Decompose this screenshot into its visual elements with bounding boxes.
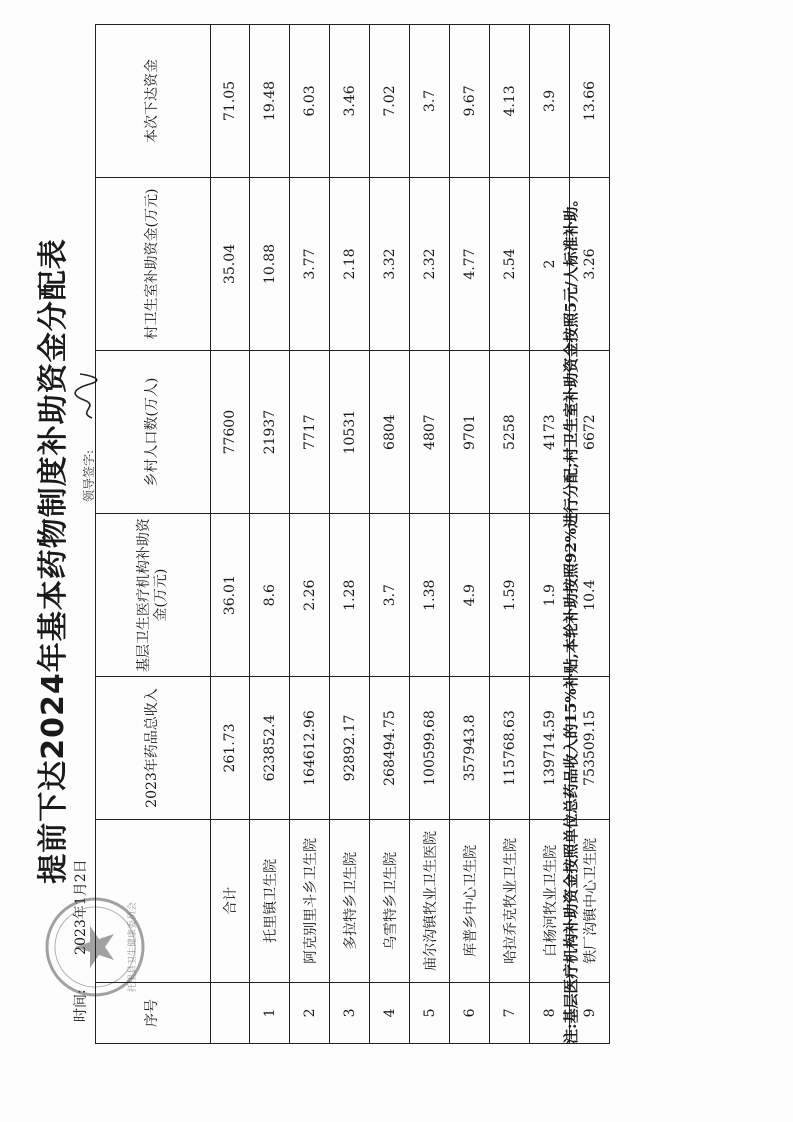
table-cell: 多拉特乡卫生院 (330, 819, 370, 982)
footnote: 注:基层医疗机构补助资金按照单位总药品收入的15%补贴,本轮补助按照92%进行分配;村卫生室补助资金按照5元/人标准补助。 (562, 191, 580, 1044)
table-row (410, 25, 450, 1044)
table-header-cell: 本次下达资金 (96, 25, 211, 178)
table-cell: 10.4 (570, 514, 610, 677)
table-row (290, 25, 330, 1044)
table-cell: 4.9 (450, 514, 490, 677)
table-cell: 3.7 (370, 514, 410, 677)
table-cell: 7.02 (370, 25, 410, 178)
table-header-cell: 基层卫生医疗机构补助资金(万元) (96, 514, 211, 677)
table-cell: 铁厂沟镇中心卫生院 (570, 819, 610, 982)
table-cell: 10.88 (250, 177, 290, 350)
table-cell: 3.32 (370, 177, 410, 350)
table-cell: 77600 (211, 351, 250, 514)
table-cell: 4.77 (450, 177, 490, 350)
table-cell: 9 (570, 982, 610, 1043)
table-cell: 8.6 (250, 514, 290, 677)
table-cell: 21937 (250, 351, 290, 514)
table-cell: 乌雪特乡卫生院 (370, 819, 410, 982)
table-cell: 库普乡中心卫生院 (450, 819, 490, 982)
table-cell: 623852.4 (250, 677, 290, 820)
table-cell: 6 (450, 982, 490, 1043)
table-cell: 3.77 (290, 177, 330, 350)
table-cell: 1.28 (330, 514, 370, 677)
table-cell: 9.67 (450, 25, 490, 178)
table-cell: 4.13 (490, 25, 530, 178)
table-row (330, 25, 370, 1044)
table-header-cell (96, 819, 211, 982)
table-cell: 8 (530, 982, 570, 1043)
table-cell: 164612.96 (290, 677, 330, 820)
table-header-cell: 乡村人口数(万人) (96, 351, 211, 514)
table-cell: 13.66 (570, 25, 610, 178)
table-cell: 9701 (450, 351, 490, 514)
table-header-cell: 村卫生室补助资金(万元) (96, 177, 211, 350)
table-cell: 4807 (410, 351, 450, 514)
table-cell: 4 (370, 982, 410, 1043)
table-cell: 托里镇卫生院 (250, 819, 290, 982)
table-cell: 7717 (290, 351, 330, 514)
table-cell: 1.9 (530, 514, 570, 677)
table-cell: 2.18 (330, 177, 370, 350)
table-cell: 1 (250, 982, 290, 1043)
table-cell: 1.38 (410, 514, 450, 677)
table-header-cell: 2023年药品总收入 (96, 677, 211, 820)
time-label: 时间: (73, 989, 89, 1022)
table-cell: 5258 (490, 351, 530, 514)
table-cell: 2.26 (290, 514, 330, 677)
table-cell: 7 (490, 982, 530, 1043)
table-cell: 753509.15 (570, 677, 610, 820)
table-cell: 白杨河牧业卫生院 (530, 819, 570, 982)
table-cell: 115768.63 (490, 677, 530, 820)
table-cell: 合计 (211, 819, 250, 982)
table-cell: 3.46 (330, 25, 370, 178)
table-cell: 35.04 (211, 177, 250, 350)
table-row (450, 25, 490, 1044)
table-total-row (211, 25, 250, 1044)
table-cell: 1.59 (490, 514, 530, 677)
table-cell: 3.7 (410, 25, 450, 178)
table-cell: 100599.68 (410, 677, 450, 820)
table-cell: 3 (330, 982, 370, 1043)
table-row (370, 25, 410, 1044)
table-cell: 6672 (570, 351, 610, 514)
table-row (490, 25, 530, 1044)
table-cell: 阿克别里斗乡卫生院 (290, 819, 330, 982)
table-cell: 2.54 (490, 177, 530, 350)
table-cell: 3.9 (530, 25, 570, 178)
table-cell: 5 (410, 982, 450, 1043)
table-cell: 36.01 (211, 514, 250, 677)
table-cell: 2.32 (410, 177, 450, 350)
table-cell: 2 (290, 982, 330, 1043)
table-cell: 3.26 (570, 177, 610, 350)
time-value: 2023年1月2日 (73, 859, 89, 955)
table-cell: 19.48 (250, 25, 290, 178)
allocation-table (95, 24, 610, 1044)
page-title: 提前下达2024年基本药物制度补助资金分配表 (36, 238, 71, 884)
table-header-cell: 序号 (96, 982, 211, 1043)
table-header-row (96, 25, 211, 1044)
table-cell: 139714.59 (530, 677, 570, 820)
table-cell: 268494.75 (370, 677, 410, 820)
table-cell: 6804 (370, 351, 410, 514)
table-cell: 71.05 (211, 25, 250, 178)
table-cell: 6.03 (290, 25, 330, 178)
table-cell: 357943.8 (450, 677, 490, 820)
svg-text:托里县卫生健康委员会: 托里县卫生健康委员会 (128, 901, 138, 993)
table-cell: 庙尔沟镇牧业卫生医院 (410, 819, 450, 982)
signature-label: 领导签字: (82, 449, 96, 502)
table-cell: 261.73 (211, 677, 250, 820)
table-cell: 4173 (530, 351, 570, 514)
table-cell: 2 (530, 177, 570, 350)
table-cell: 92892.17 (330, 677, 370, 820)
table-cell: 10531 (330, 351, 370, 514)
table-row (250, 25, 290, 1044)
table-cell (211, 982, 250, 1043)
table-cell: 哈拉乔克牧业卫生院 (490, 819, 530, 982)
